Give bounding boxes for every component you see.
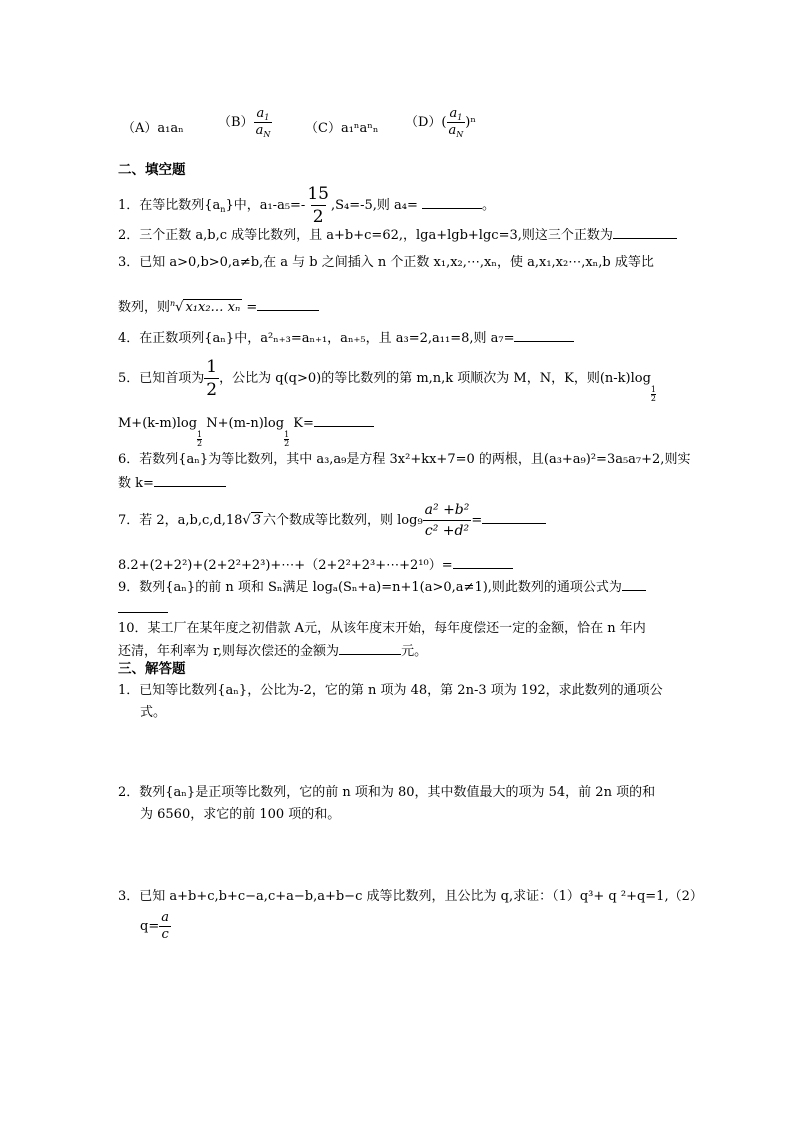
fill-question-2 xyxy=(118,224,677,245)
option-d-tail: )ⁿ xyxy=(465,115,476,130)
solve-question-3-line1: 3．已知 a+b+c,b+c−a,c+a−b,a+b−c 成等比数列，且公比为 q,求证：（1）q³+ q ²+q=1,（2） xyxy=(118,889,703,904)
q7-num: a² +b² xyxy=(424,502,470,518)
q3-answer-blank[interactable] xyxy=(257,296,319,311)
fill-question-6-line1: 6．若数列{aₙ}为等比数列，其中 a₃,a₉是方程 3x²+kx+7=0 的两根，且(a₃+a₉)²=3a₅a₇+2,则实 xyxy=(118,452,691,467)
fill-question-5-line2 xyxy=(118,412,374,448)
option-b-label: （B） xyxy=(218,115,254,130)
option-d-label: （D）( xyxy=(405,115,447,130)
q1-mid: }中，a₁-a₅=- xyxy=(225,198,306,213)
q7-den: c² +d² xyxy=(423,520,471,541)
q1-post: ,S₄=-5,则 a₄= xyxy=(330,198,423,213)
option-a xyxy=(122,120,184,138)
q7-pre: 7．若 2，a,b,c,d,18 xyxy=(118,513,243,528)
q9-answer-blank-2[interactable] xyxy=(118,598,168,613)
q6-line2: 数 k= xyxy=(118,476,154,491)
q3-line2-pre: 数列，则 xyxy=(118,300,171,315)
q3-line2-post: = xyxy=(242,300,258,315)
fill-question-7 xyxy=(118,500,546,541)
q9-text: 9．数列{aₙ}的前 n 项和 Sₙ满足 logₐ(Sₙ+a)=n+1(a>0,a≠1),则此数列的通项公式为 xyxy=(118,580,622,595)
option-a-text: （A）a₁aₙ xyxy=(122,121,184,136)
q5-line2a: M+(k-m)log xyxy=(118,416,198,431)
section-solve-heading: 三、解答题 xyxy=(118,661,186,677)
q2-text: 2．三个正数 a,b,c 成等比数列，且 a+b+c=62,，lga+lgb+lgc=3,则这三个正数为 xyxy=(118,228,613,243)
q10-line2-end: 元。 xyxy=(401,644,428,659)
fill-question-9 xyxy=(118,576,646,597)
fill-question-10-line2 xyxy=(118,640,427,661)
q1-end: 。 xyxy=(482,198,496,213)
q5-pre: 5．已知首项为 xyxy=(118,371,205,386)
q2-answer-blank[interactable] xyxy=(613,224,677,239)
q7-fraction xyxy=(423,500,472,541)
q10-line2: 还清，年利率为 r,则每次偿还的金额为 xyxy=(118,644,340,659)
fill-question-9-line2 xyxy=(118,598,168,619)
q7-sqrt: √ 3 xyxy=(242,513,261,528)
fill-question-1: 1．在等比数列$\{a_n\}$中，a₁-a₅=- $\frac{15}{2}$ ,S₄=-5,则 a₄= 。 xyxy=(118,184,496,227)
q5-num: 1 xyxy=(206,357,218,377)
solve-question-1-line2: 式。 xyxy=(140,705,167,720)
q5-log-base-1: $\frac{1}{2}$ xyxy=(650,385,657,403)
q3-radicand: x₁x₂… xₙ xyxy=(185,300,241,315)
option-b-den: a xyxy=(255,123,264,138)
solve-question-2-line2: 为 6560，求它的前 100 项的和。 xyxy=(140,807,341,822)
q4-text: 4．在正数项列{aₙ}中，a²ₙ₊₃=aₙ₊₁，aₙ₊₅，且 a₃=2,a₁₁=8,则 a₇= xyxy=(118,331,515,346)
q6-answer-blank[interactable] xyxy=(154,472,226,487)
q4-answer-blank[interactable] xyxy=(514,327,574,342)
q7-mid: 六个数成等比数列，则 log₉ xyxy=(263,513,423,528)
q8-text: 8.2+(2+2²)+(2+2²+2³)+⋯+（2+2²+2³+⋯+2¹⁰）= xyxy=(118,558,453,573)
q5-line2b: N+(m-n)log xyxy=(202,416,285,431)
fill-question-4 xyxy=(118,327,574,348)
option-d-fraction: $\frac{a_1}{a_N}$ xyxy=(448,106,464,139)
q5-line2c: K= xyxy=(289,416,314,431)
q5-den: 2 xyxy=(206,380,218,400)
solve-question-2-line1: 2．数列{aₙ}是正项等比数列，它的前 n 项和为 80，其中数值最大的项为 54，前 2n 项的和 xyxy=(118,785,656,800)
q9-answer-blank[interactable] xyxy=(622,576,646,591)
q5-log-base-2: $\frac{1}{2}$ xyxy=(197,430,203,448)
fill-question-3-line1: 3．已知 a>0,b>0,a≠b,在 a 与 b 之间插入 n 个正数 x₁,x₂,⋯,xₙ，使 a,x₁,x₂⋯,xₙ,b 成等比 xyxy=(118,255,654,270)
q1-num: 15 xyxy=(307,184,329,204)
q3-nth-root: $^n$√ x₁x₂… xₙ xyxy=(170,299,241,315)
q10-answer-blank[interactable] xyxy=(339,640,401,655)
s3-num: a xyxy=(161,910,169,925)
section-fill-heading: 二、填空题 xyxy=(118,162,186,178)
q5-log-base-3: $\frac{1}{2}$ xyxy=(284,430,290,448)
solve-question-3-line2 xyxy=(140,910,171,943)
q5-answer-blank[interactable] xyxy=(314,412,374,427)
q1-answer-blank[interactable] xyxy=(422,194,482,209)
s3-line2-pre: q= xyxy=(140,919,160,934)
q5-fraction xyxy=(204,356,219,401)
s3-den: c xyxy=(161,927,169,942)
option-d-num: a xyxy=(449,106,458,121)
option-b-fraction: $\frac{a_1}{a_N}$ xyxy=(255,106,271,139)
fill-question-8 xyxy=(118,554,513,575)
fill-question-10-line1: 10．某工厂在某年度之初借款 A元，从该年度末开始，每年度偿还一定的金额，恰在 n 年内 xyxy=(118,621,646,636)
option-d xyxy=(405,106,476,139)
s3-fraction xyxy=(159,910,171,943)
solve-question-1-line1: 1．已知等比数列{aₙ}，公比为-2，它的第 n 项为 48，第 2n-3 项为 192，求此数列的通项公 xyxy=(118,683,663,698)
option-c xyxy=(305,120,379,138)
q5-post: ，公比为 q(q>0)的等比数列的第 m,n,k 项顺次为 M，N，K，则(n-k)log xyxy=(219,371,651,386)
fill-question-5-line1 xyxy=(118,356,656,403)
fill-question-3-line2 xyxy=(118,296,319,317)
q8-answer-blank[interactable] xyxy=(453,554,513,569)
q7-post: = xyxy=(471,513,483,528)
q1-pre: 1．在等比数列{a xyxy=(118,198,221,213)
q7-answer-blank[interactable] xyxy=(482,509,546,524)
option-c-text: （C）a₁ⁿaⁿₙ xyxy=(305,121,379,136)
option-d-den: a xyxy=(448,123,457,138)
q1-den: 2 xyxy=(312,207,324,227)
q1-fraction xyxy=(305,183,331,228)
q7-radicand: 3 xyxy=(252,513,261,528)
fill-question-6-line2 xyxy=(118,472,226,493)
option-b xyxy=(218,106,272,139)
option-b-num: a xyxy=(256,106,265,121)
